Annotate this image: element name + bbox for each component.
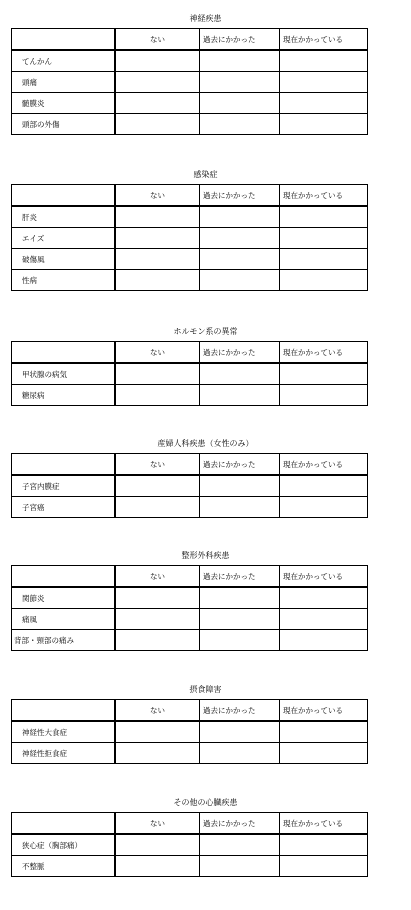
table-row <box>12 385 368 406</box>
column-header-none: ない <box>115 566 200 588</box>
column-header-none: ない <box>115 813 200 835</box>
table-row <box>12 270 368 291</box>
answer-cell-past[interactable] <box>200 475 280 497</box>
answer-cell-past[interactable] <box>200 50 280 72</box>
answer-cell-current[interactable] <box>280 630 368 651</box>
answer-cell-past[interactable] <box>200 93 280 114</box>
column-header-current: 現在かかっている <box>280 813 368 835</box>
answer-cell-past[interactable] <box>200 249 280 270</box>
answer-cell-none[interactable] <box>115 206 200 228</box>
table-header-row <box>12 566 368 588</box>
answer-cell-current[interactable] <box>280 363 368 385</box>
condition-table <box>11 184 368 291</box>
column-header-current: 現在かかっている <box>280 700 368 722</box>
answer-cell-none[interactable] <box>115 834 200 856</box>
answer-cell-none[interactable] <box>115 385 200 406</box>
table-row <box>12 363 368 385</box>
answer-cell-past[interactable] <box>200 630 280 651</box>
condition-label: 髄膜炎 <box>12 93 116 114</box>
table-row <box>12 72 368 93</box>
answer-cell-none[interactable] <box>115 856 200 877</box>
answer-cell-none[interactable] <box>115 249 200 270</box>
answer-cell-current[interactable] <box>280 270 368 291</box>
condition-label: 破傷風 <box>12 249 116 270</box>
answer-cell-current[interactable] <box>280 721 368 743</box>
answer-cell-current[interactable] <box>280 249 368 270</box>
answer-cell-current[interactable] <box>280 385 368 406</box>
answer-cell-none[interactable] <box>115 228 200 249</box>
column-header-none: ない <box>115 185 200 207</box>
table-row <box>12 228 368 249</box>
table-row <box>12 743 368 764</box>
column-header-past: 過去にかかった <box>200 454 280 476</box>
column-header-none: ない <box>115 700 200 722</box>
column-header-current: 現在かかっている <box>280 454 368 476</box>
answer-cell-current[interactable] <box>280 587 368 609</box>
condition-label: てんかん <box>12 50 116 72</box>
answer-cell-current[interactable] <box>280 475 368 497</box>
column-header-past: 過去にかかった <box>200 813 280 835</box>
table-row <box>12 834 368 856</box>
condition-label: 頭部の外傷 <box>12 114 116 135</box>
answer-cell-current[interactable] <box>280 114 368 135</box>
answer-cell-none[interactable] <box>115 50 200 72</box>
answer-cell-none[interactable] <box>115 630 200 651</box>
answer-cell-none[interactable] <box>115 114 200 135</box>
section-title: その他の心臓疾患 <box>173 798 238 807</box>
section-title: 摂食障害 <box>189 685 222 694</box>
condition-label: 肝炎 <box>12 206 116 228</box>
condition-label: 甲状腺の病気 <box>12 363 116 385</box>
answer-cell-past[interactable] <box>200 609 280 630</box>
column-header-past: 過去にかかった <box>200 29 280 51</box>
table-row <box>12 249 368 270</box>
column-header-current: 現在かかっている <box>280 342 368 364</box>
condition-label: 痛風 <box>12 609 116 630</box>
table-header-row <box>12 454 368 476</box>
header-blank <box>12 185 116 207</box>
table-row <box>12 114 368 135</box>
section-title: ホルモン系の異常 <box>173 327 238 336</box>
condition-table <box>11 341 368 406</box>
answer-cell-past[interactable] <box>200 270 280 291</box>
section-title: 感染症 <box>193 170 218 179</box>
header-blank <box>12 342 116 364</box>
column-header-past: 過去にかかった <box>200 185 280 207</box>
answer-cell-current[interactable] <box>280 72 368 93</box>
table-header-row <box>12 813 368 835</box>
header-blank <box>12 813 116 835</box>
table-row <box>12 497 368 518</box>
answer-cell-current[interactable] <box>280 228 368 249</box>
answer-cell-past[interactable] <box>200 363 280 385</box>
column-header-none: ない <box>115 29 200 51</box>
answer-cell-past[interactable] <box>200 856 280 877</box>
answer-cell-current[interactable] <box>280 497 368 518</box>
column-header-past: 過去にかかった <box>200 342 280 364</box>
answer-cell-past[interactable] <box>200 497 280 518</box>
condition-label: 不整脈 <box>12 856 116 877</box>
table-header-row <box>12 342 368 364</box>
answer-cell-past[interactable] <box>200 114 280 135</box>
condition-label: 狭心症（胸部痛） <box>12 834 116 856</box>
table-row <box>12 856 368 877</box>
column-header-current: 現在かかっている <box>280 185 368 207</box>
answer-cell-current[interactable] <box>280 856 368 877</box>
table-row <box>12 630 368 651</box>
table-row <box>12 587 368 609</box>
condition-label: 頭痛 <box>12 72 116 93</box>
condition-label: 性病 <box>12 270 116 291</box>
answer-cell-none[interactable] <box>115 497 200 518</box>
column-header-current: 現在かかっている <box>280 29 368 51</box>
condition-label: 子宮癌 <box>12 497 116 518</box>
answer-cell-past[interactable] <box>200 743 280 764</box>
answer-cell-current[interactable] <box>280 93 368 114</box>
condition-label: 背部・頸部の痛み <box>12 630 116 651</box>
table-row <box>12 475 368 497</box>
answer-cell-none[interactable] <box>115 721 200 743</box>
header-blank <box>12 454 116 476</box>
section-title: 神経疾患 <box>189 14 222 23</box>
table-row <box>12 609 368 630</box>
answer-cell-past[interactable] <box>200 721 280 743</box>
answer-cell-past[interactable] <box>200 206 280 228</box>
table-row <box>12 721 368 743</box>
table-row <box>12 93 368 114</box>
answer-cell-none[interactable] <box>115 93 200 114</box>
column-header-past: 過去にかかった <box>200 566 280 588</box>
answer-cell-none[interactable] <box>115 609 200 630</box>
answer-cell-none[interactable] <box>115 363 200 385</box>
header-blank <box>12 29 116 51</box>
answer-cell-none[interactable] <box>115 475 200 497</box>
answer-cell-past[interactable] <box>200 385 280 406</box>
condition-label: 関節炎 <box>12 587 116 609</box>
condition-table <box>11 453 368 518</box>
condition-label: 神経性大食症 <box>12 721 116 743</box>
answer-cell-past[interactable] <box>200 72 280 93</box>
section-title: 産婦人科疾患（女性のみ） <box>157 439 254 448</box>
answer-cell-past[interactable] <box>200 587 280 609</box>
condition-label: エイズ <box>12 228 116 249</box>
condition-table <box>11 565 368 651</box>
column-header-none: ない <box>115 454 200 476</box>
condition-label: 子宮内膜症 <box>12 475 116 497</box>
answer-cell-none[interactable] <box>115 270 200 291</box>
table-row <box>12 206 368 228</box>
answer-cell-none[interactable] <box>115 587 200 609</box>
column-header-none: ない <box>115 342 200 364</box>
condition-label: 糖尿病 <box>12 385 116 406</box>
column-header-past: 過去にかかった <box>200 700 280 722</box>
condition-table <box>11 28 368 135</box>
answer-cell-current[interactable] <box>280 50 368 72</box>
condition-label: 神経性拒食症 <box>12 743 116 764</box>
answer-cell-none[interactable] <box>115 72 200 93</box>
answer-cell-past[interactable] <box>200 834 280 856</box>
table-header-row <box>12 185 368 207</box>
header-blank <box>12 700 116 722</box>
answer-cell-current[interactable] <box>280 609 368 630</box>
section-title: 整形外科疾患 <box>181 551 230 560</box>
header-blank <box>12 566 116 588</box>
answer-cell-past[interactable] <box>200 228 280 249</box>
table-header-row <box>12 700 368 722</box>
table-header-row <box>12 29 368 51</box>
condition-table <box>11 812 368 877</box>
condition-table <box>11 699 368 764</box>
column-header-current: 現在かかっている <box>280 566 368 588</box>
answer-cell-current[interactable] <box>280 206 368 228</box>
answer-cell-current[interactable] <box>280 743 368 764</box>
answer-cell-current[interactable] <box>280 834 368 856</box>
answer-cell-none[interactable] <box>115 743 200 764</box>
table-row <box>12 50 368 72</box>
